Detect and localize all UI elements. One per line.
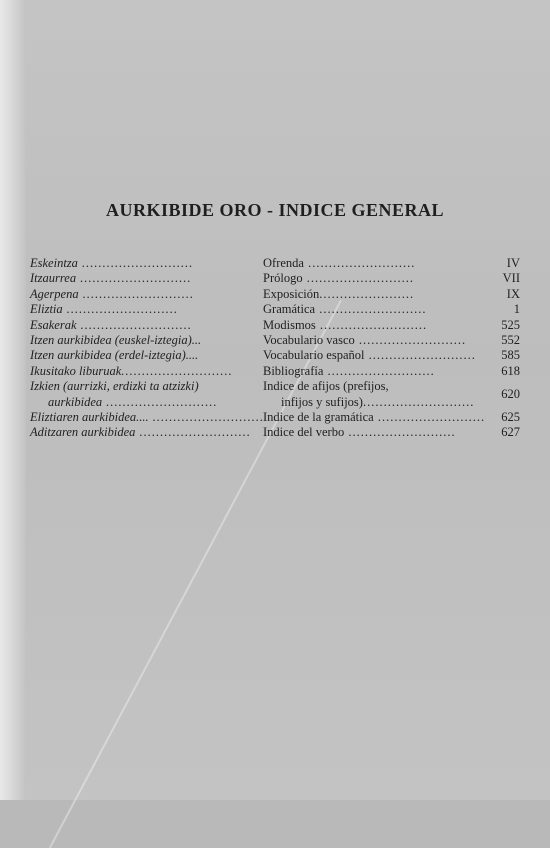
basque-entry: Eliztiaren aurkibidea.... (30, 409, 149, 424)
basque-entry: Itzaurrea (30, 271, 77, 286)
page-number: IV (506, 256, 520, 270)
page-number: 525 (501, 317, 520, 332)
basque-entry: Aditzaren aurkibidea (30, 425, 136, 440)
basque-entry-continued: aurkibidea (48, 394, 103, 409)
table-of-contents (30, 256, 520, 441)
spanish-entry: Exposición (263, 286, 320, 301)
basque-entry: Agerpena (30, 286, 79, 301)
toc-row: Ikusitako liburuak........................... Bibliografía .......................... 618 (30, 363, 520, 378)
basque-entry: Izkien (aurrizki, erdizki ta atzizki) (30, 379, 199, 394)
page-number: 620 (501, 387, 520, 402)
spanish-entry: Vocabulario español (263, 348, 365, 363)
basque-entry: Itzen aurkibidea (erdel-iztegia).... (30, 348, 199, 363)
spanish-entry: Vocabulario vasco (263, 332, 355, 347)
toc-row: Eskeintza ........................... Ofrenda .......................... IV (30, 256, 520, 270)
page-number: 1 (513, 302, 520, 317)
spanish-entry: Modismos (263, 317, 316, 332)
page-number: 618 (501, 363, 520, 378)
toc-row: Agerpena ........................... Exposición....................... IX (30, 286, 520, 301)
page-number: 552 (501, 332, 520, 347)
toc-row: Aditzaren aurkibidea ........................... Indice del verbo .......................... 627 (30, 425, 520, 440)
basque-entry: Ikusitako liburuak (30, 363, 122, 378)
page-number: 627 (501, 425, 520, 440)
spanish-entry: Ofrenda (263, 256, 304, 270)
spanish-entry: Indice de afijos (prefijos, (263, 379, 389, 394)
toc-row: Itzen aurkibidea (erdel-iztegia).... Vocabulario español .......................... 585 (30, 348, 520, 363)
toc-row: Esakerak ........................... Modismos .......................... 525 (30, 317, 520, 332)
basque-entry: Esakerak (30, 317, 77, 332)
page-number: 585 (501, 348, 520, 363)
spanish-entry: Indice de la gramática (263, 409, 374, 424)
spanish-entry: Gramática (263, 302, 316, 317)
toc-row: Eliztia ........................... Gramática .......................... 1 (30, 302, 520, 317)
basque-entry: Eliztia (30, 302, 63, 317)
toc-row: Itzaurrea ........................... Prólogo .......................... VII (30, 271, 520, 286)
page-number: IX (506, 286, 520, 301)
page-title: AURKIBIDE ORO - INDICE GENERAL (105, 200, 445, 220)
page-edge (0, 0, 26, 800)
page-number: 625 (501, 409, 520, 424)
spanish-entry: Indice del verbo (263, 425, 345, 440)
basque-entry: Itzen aurkibidea (euskel-iztegia)... (30, 332, 202, 347)
spanish-entry: Bibliografía (263, 363, 324, 378)
toc-row: Itzen aurkibidea (euskel-iztegia)... Vocabulario vasco .......................... 552 (30, 332, 520, 347)
basque-entry: Eskeintza (30, 256, 78, 270)
spanish-entry: Prólogo (263, 271, 303, 286)
page-number: VII (502, 271, 520, 286)
toc-row: Izkien (aurrizki, erdizki ta atzizki) aurkibidea ........................... Indice de afijos (prefijos, infijos y sufijos)........................... 620 (30, 379, 520, 409)
toc-row: Eliztiaren aurkibidea.... ........................... Indice de la gramática .......................... 625 (30, 409, 520, 424)
spanish-entry-continued: infijos y sufijos) (281, 394, 363, 409)
